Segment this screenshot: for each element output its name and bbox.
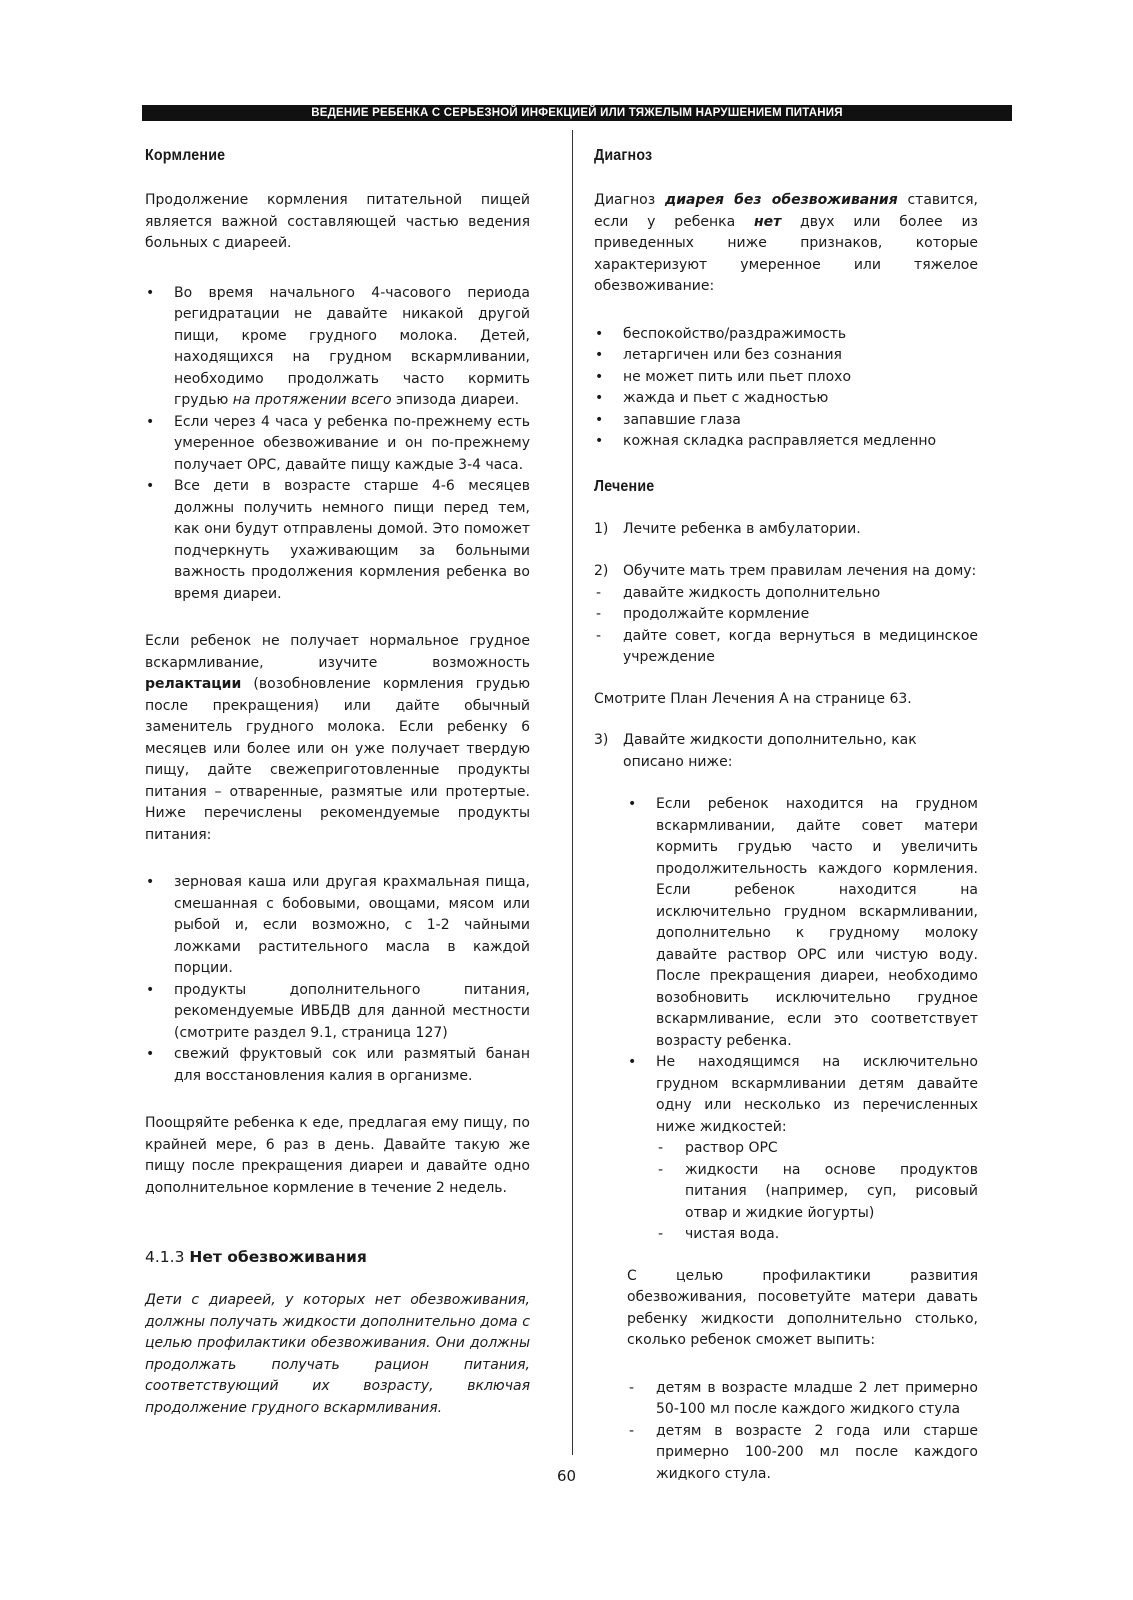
home-rules-list	[594, 583, 978, 669]
list-item: • Все дети в возрасте старше 4-6 месяцев должны получить немного пищи перед тем, как они будут отправлены домой. Это поможет подчеркнуть ухаживающим за больными важность продолжения кормления ребенка во время диареи.	[145, 476, 530, 605]
subsection-heading: 4.1.3 Нет обезвоживания	[145, 1248, 367, 1266]
feeding-heading: Кормление	[145, 147, 226, 164]
list-item: 2) Обучите мать трем правилам лечения на дому:	[594, 563, 977, 579]
list-item: • жажда и пьет с жадностью	[594, 388, 978, 410]
recommended-foods-list	[145, 872, 530, 1087]
list-item: - детям в возрасте 2 года или старше примерно 100-200 мл после каждого жидкого стула.	[627, 1421, 978, 1486]
list-item: - чистая вода.	[656, 1224, 978, 1246]
column-divider	[572, 130, 573, 1455]
treatment-steps	[594, 519, 978, 583]
encourage-paragraph: Поощряйте ребенка к еде, предлагая ему пищу, по крайней мере, 6 раз в день. Давайте такую же пищу после прекращения диареи и давайте одно дополнительное кормление в течение 2 недель.	[145, 1115, 530, 1196]
list-item: • Если через 4 часа у ребенка по-прежнему есть умеренное обезвоживание и он по-прежнему получает ОРС, давайте пищу каждые 3-4 часа.	[145, 412, 530, 477]
no-dehydration-paragraph: Дети с диареей, у которых нет обезвоживания, должны получать жидкости дополнительно дома с целью профилактики обезвоживания. Они должны продолжать получать рацион питания, соответствующий их возрасту, включая продолжение грудного вскармливания.	[145, 1292, 530, 1416]
fluid-advice	[594, 794, 978, 1485]
feeding-bullets	[145, 283, 530, 606]
list-item: 1) Лечите ребенка в амбулатории.	[594, 520, 861, 537]
list-item: • беспокойство/раздражимость	[594, 324, 978, 346]
list-item: • Во время начального 4-часового периода регидратации не давайте никакой другой пищи, кроме грудного молока. Детей, находящихся на грудном вскармливании, необходимо продолжать часто кормить грудью на протяжении всего эпизода диареи.	[145, 283, 530, 412]
list-item: • Не находящимся на исключительно грудном вскармливании детям давайте одну или несколько из перечисленных ниже жидкостей:	[627, 1052, 978, 1138]
treatment-steps-cont	[594, 730, 978, 773]
list-item: - давайте жидкость дополнительно	[594, 583, 978, 605]
list-item: • продукты дополнительного питания, рекомендуемые ИВБДВ для данной местности (смотрите раздел 9.1, страница 127)	[145, 980, 530, 1045]
list-item: 3) Давайте жидкости дополнительно, как описано ниже:	[594, 732, 917, 770]
fluid-bullets	[627, 794, 978, 1138]
list-item: - продолжайте кормление	[594, 604, 978, 626]
list-item: - раствор ОРС	[656, 1138, 978, 1160]
right-column	[594, 146, 978, 1485]
running-header: ВЕДЕНИЕ РЕБЕНКА С СЕРЬЕЗНОЙ ИНФЕКЦИЕЙ ИЛИ ТЯЖЕЛЫМ НАРУШЕНИЕМ ПИТАНИЯ	[142, 105, 1012, 121]
list-item: • Если ребенок находится на грудном вскармливании, дайте совет матери кормить грудью часто и увеличить продолжительность каждого кормления. Если ребенок находится на исключительно грудном вскармливании, дополнительно к грудному молоку давайте раствор ОРС или чистую воду. После прекращения диареи, необходимо возобновить исключительно грудное вскармливание, если это соответствует возрасту ребенка.	[627, 794, 978, 1052]
list-item: • кожная складка расправляется медленно	[594, 431, 978, 453]
diagnosis-paragraph: Диагноз диарея без обезвоживания ставится, если у ребенка нет двух или более из приведенных ниже признаков, которые характеризуют умеренное или тяжелое обезвоживание:	[594, 192, 978, 294]
list-item: • запавшие глаза	[594, 410, 978, 432]
list-item: - жидкости на основе продуктов питания (например, суп, рисовый отвар и жидкие йогурты)	[656, 1160, 978, 1225]
liquids-list	[627, 1138, 978, 1246]
page-number: 60	[556, 1467, 577, 1485]
list-item: - дайте совет, когда вернуться в медицинское учреждение	[594, 626, 978, 669]
dehydration-signs-list	[594, 324, 978, 453]
prevention-paragraph: С целью профилактики развития обезвоживания, посоветуйте матери давать ребенку жидкости дополнительно столько, сколько ребенок сможет выпить:	[627, 1267, 978, 1348]
treatment-heading: Лечение	[594, 477, 655, 495]
plan-reference: Смотрите План Лечения А на странице 63.	[594, 690, 912, 707]
feeding-intro: Продолжение кормления питательной пищей является важной составляющей частью ведения больных с диареей.	[145, 192, 530, 251]
list-item: • летаргичен или без сознания	[594, 345, 978, 367]
left-column	[145, 146, 530, 1419]
list-item: • зерновая каша или другая крахмальная пища, смешанная с бобовыми, овощами, мясом или рыбой и, если возможно, с 1-2 чайными ложками растительного масла в каждой порции.	[145, 872, 530, 980]
list-item: • свежий фруктовый сок или размятый банан для восстановления калия в организме.	[145, 1044, 530, 1087]
relactation-paragraph: Если ребенок не получает нормальное грудное вскармливание, изучите возможность релактации (возобновление кормления грудью после прекращения) или дайте обычный заменитель грудного молока. Если ребенку 6 месяцев или более или он уже получает твердую пищу, дайте свежеприготовленные продукты питания – отваренные, размятые или протертые. Ниже перечислены рекомендуемые продукты питания:	[145, 633, 530, 843]
list-item: - детям в возрасте младше 2 лет примерно 50-100 мл после каждого жидкого стула	[627, 1378, 978, 1421]
diagnosis-heading: Диагноз	[594, 147, 653, 164]
list-item: • не может пить или пьет плохо	[594, 367, 978, 389]
